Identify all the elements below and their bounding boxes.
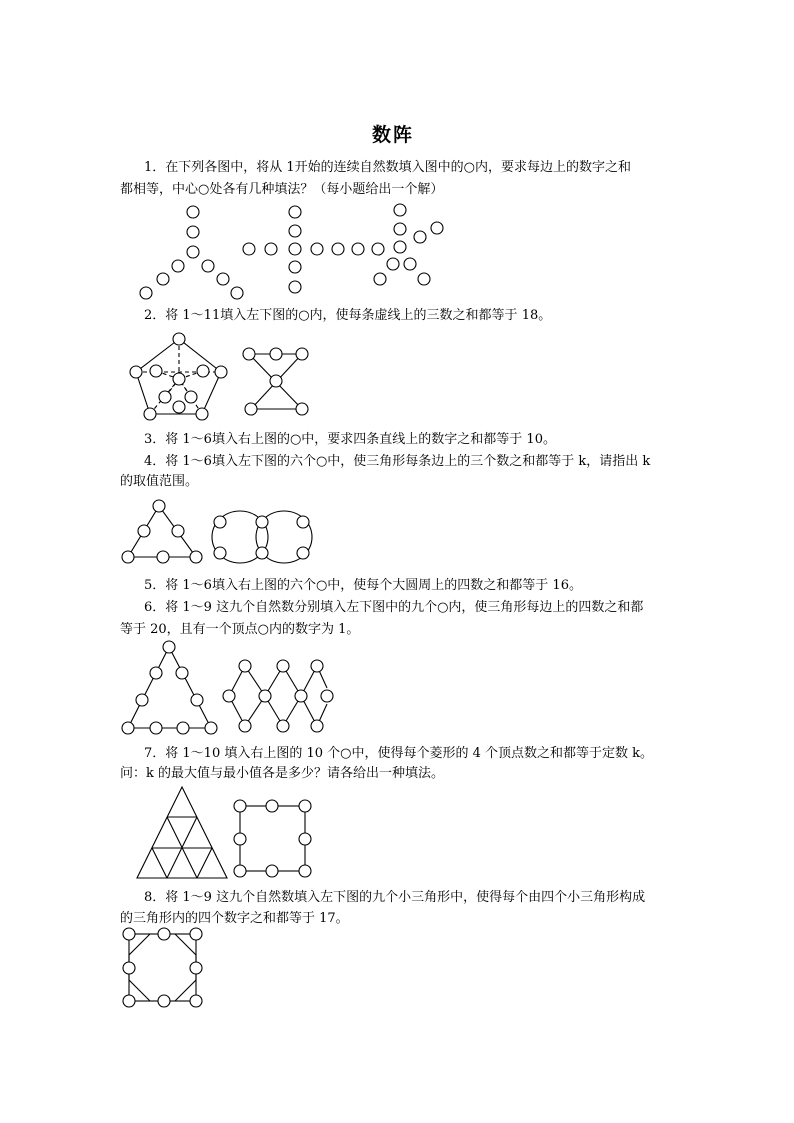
problem-6-line-1: 6．将 1～9 这九个自然数分别填入左下图中的九个○内，使三角形每边上的四数之和都	[144, 600, 644, 615]
page-title: 数阵	[372, 124, 415, 146]
figure-2-dashed-star	[120, 325, 240, 425]
figure-3-hourglass	[236, 340, 316, 420]
problem-8-line-1: 8．将 1～9 这九个自然数填入左下图的九个小三角形中，使得每个由四个小三角形构成	[144, 890, 646, 905]
figure-1-star	[360, 200, 460, 300]
figure-8-triangle-grid	[132, 784, 232, 884]
problem-3-text: 3．将 1～6填入右上图的○中，要求四条直线上的数字之和都等于 10。	[144, 432, 556, 447]
figure-6-triangle	[116, 636, 226, 736]
problem-1-line-2: 都相等，中心○处各有几种填法？（每小题给出一个解）	[120, 182, 444, 197]
problem-1-line-1: 1．在下列各图中，将从 1开始的连续自然数填入图中的○内，要求每边上的数字之和	[144, 160, 632, 175]
figure-8-square	[226, 796, 316, 886]
problem-6-line-2: 等于 20，且有一个顶点○内的数字为 1。	[120, 622, 360, 637]
problem-7-line-2: 问：k 的最大值与最小值各是多少？请各给出一种填法。	[120, 766, 445, 781]
figure-octagon-square	[118, 924, 208, 1014]
problem-5-text: 5．将 1～6填入右上图的六个○中，使每个大圆周上的四数之和都等于 16。	[144, 578, 582, 593]
figure-7-rhombus-chain	[218, 650, 338, 740]
problem-2-text: 2．将 1～11填入左下图的○内，使每条虚线上的三数之和都等于 18。	[144, 308, 552, 323]
figure-5-two-circles	[208, 500, 318, 575]
problem-8-line-2: 的三角形内的四个数字之和都等于 17。	[120, 911, 349, 926]
figure-4-triangle	[116, 494, 216, 574]
figure-1-tripod	[130, 200, 250, 300]
problem-7-line-1: 7．将 1～10 填入右上图的 10 个○中，使得每个菱形的 4 个顶点数之和都等于定数 k。	[144, 746, 654, 761]
problem-4-line-1: 4．将 1～6填入左下图的六个○中，使三角形每条边上的三个数之和都等于 k，请指出 k	[144, 454, 651, 469]
problem-4-line-2: 的取值范围。	[120, 474, 199, 489]
